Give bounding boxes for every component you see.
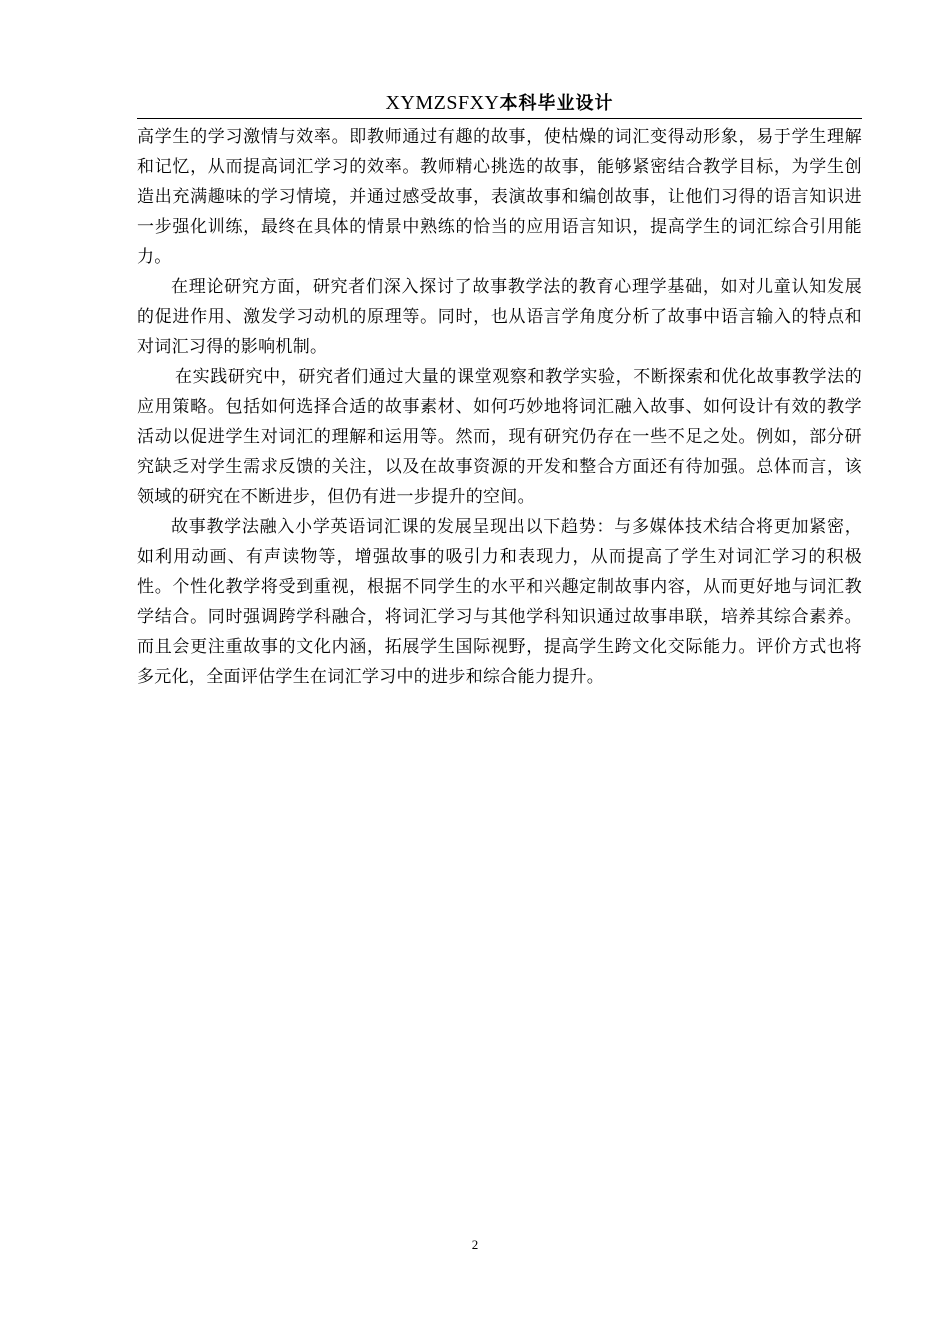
- paragraph-practice-research: 在实践研究中，研究者们通过大量的课堂观察和教学实验，不断探索和优化故事教学法的应用策略。包括如何选择合适的故事素材、如何巧妙地将词汇融入故事、如何设计有效的教学活动以促进学生对词汇的理解和运用等。然而，现有研究仍存在一些不足之处。例如，部分研究缺乏对学生需求反馈的关注，以及在故事资源的开发和整合方面还有待加强。总体而言，该领域的研究在不断进步，但仍有进一步提升的空间。: [137, 367, 862, 507]
- page-number: 2: [471, 1237, 479, 1252]
- paragraph-theory-research: 在理论研究方面，研究者们深入探讨了故事教学法的教育心理学基础，如对儿童认知发展的促进作用、激发学习动机的原理等。同时，也从语言学角度分析了故事中语言输入的特点和对词汇习得的影响机制。: [137, 277, 862, 357]
- document-body: [137, 122, 862, 692]
- paragraph-continuation: 高学生的学习激情与效率。即教师通过有趣的故事，使枯燥的词汇变得动形象，易于学生理解和记忆，从而提高词汇学习的效率。教师精心挑选的故事，能够紧密结合教学目标，为学生创造出充满趣味的学习情境，并通过感受故事，表演故事和编创故事，让他们习得的语言知识进一步强化训练，最终在具体的情景中熟练的恰当的应用语言知识，提高学生的词汇综合引用能力。: [137, 127, 862, 267]
- paragraph-development-trends: 故事教学法融入小学英语词汇课的发展呈现出以下趋势：与多媒体技术结合将更加紧密，如利用动画、有声读物等，增强故事的吸引力和表现力，从而提高了学生对词汇学习的积极性。个性化教学将受到重视，根据不同学生的水平和兴趣定制故事内容，从而更好地与词汇教学结合。同时强调跨学科融合，将词汇学习与其他学科知识通过故事串联，培养其综合素养。而且会更注重故事的文化内涵，拓展学生国际视野，提高学生跨文化交际能力。评价方式也将多元化，全面评估学生在词汇学习中的进步和综合能力提升。: [137, 517, 862, 687]
- page-header: [137, 88, 862, 119]
- header-code: XYMZSFXY: [385, 92, 500, 114]
- header-title-text: 本科毕业设计: [499, 93, 614, 114]
- header-title: [385, 92, 613, 114]
